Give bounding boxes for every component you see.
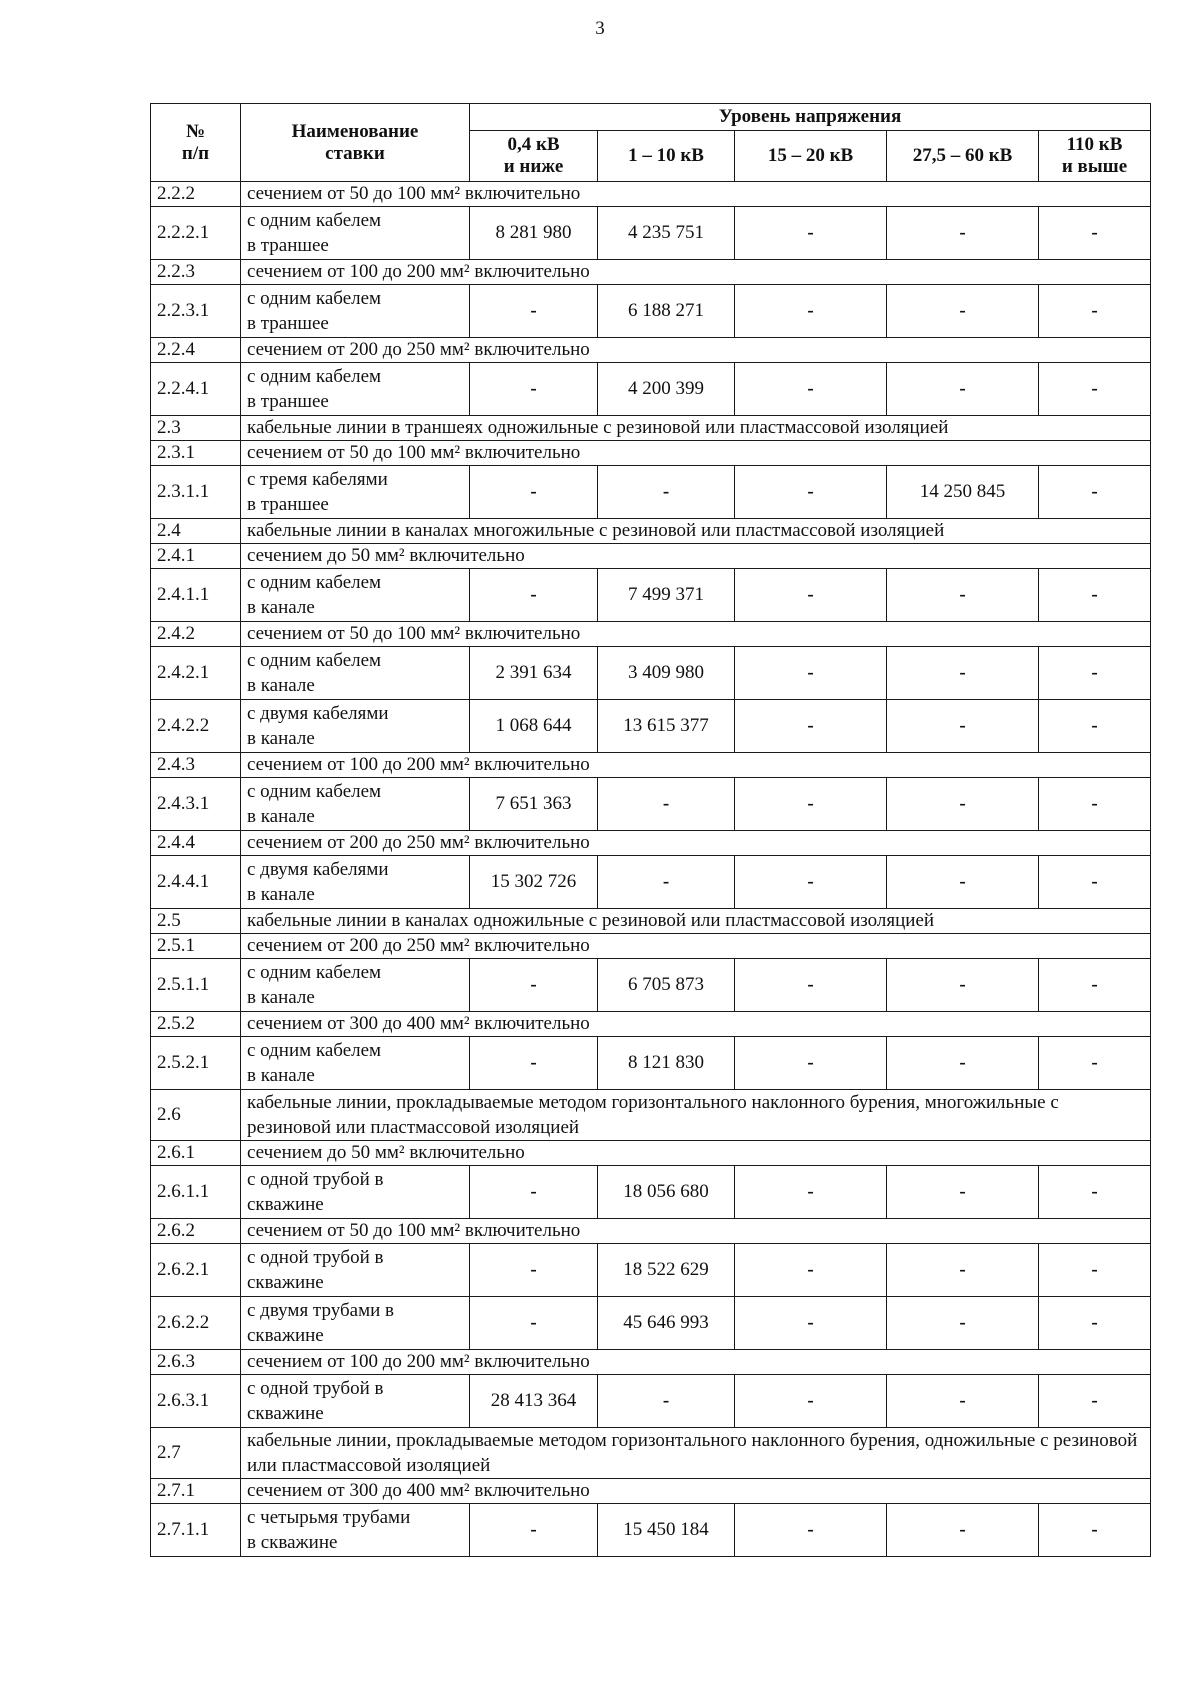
rate-value: -	[1039, 1244, 1151, 1297]
row-number: 2.5.1.1	[151, 959, 241, 1012]
header-level-4	[887, 131, 1039, 182]
section-description: сечением от 200 до 250 мм² включительно	[241, 934, 1151, 959]
rate-value: 7 499 371	[598, 569, 735, 622]
rate-value: 2 391 634	[470, 647, 598, 700]
rate-value: 4 235 751	[598, 207, 735, 260]
header-level-3	[735, 131, 887, 182]
header-level-label: 110 кВ и выше	[1061, 134, 1128, 177]
header-level-label: 0,4 кВ и ниже	[503, 134, 564, 177]
row-number: 2.4.2.2	[151, 700, 241, 753]
rate-value: -	[470, 285, 598, 338]
rate-value: -	[735, 647, 887, 700]
rate-value: -	[470, 1504, 598, 1557]
section-description: сечением от 300 до 400 мм² включительно	[241, 1012, 1151, 1037]
row-number: 2.4.3	[151, 753, 241, 778]
rate-value: -	[735, 1297, 887, 1350]
rate-name: с одним кабелем в канале	[241, 569, 470, 622]
rate-value: -	[735, 1244, 887, 1297]
header-voltage-level	[470, 104, 1151, 131]
header-number-label: № п/п	[181, 120, 210, 164]
section-row	[151, 831, 1151, 856]
row-number: 2.4.2.1	[151, 647, 241, 700]
rate-value: -	[887, 1504, 1039, 1557]
rate-value: -	[887, 1297, 1039, 1350]
rate-value: -	[1039, 959, 1151, 1012]
rate-value: -	[735, 700, 887, 753]
rate-value: -	[887, 569, 1039, 622]
rate-value: -	[735, 959, 887, 1012]
section-row	[151, 1090, 1151, 1141]
section-row	[151, 622, 1151, 647]
rate-value: -	[470, 1166, 598, 1219]
rate-value: -	[470, 1244, 598, 1297]
rate-value: -	[598, 778, 735, 831]
section-description: кабельные линии в каналах одножильные с резиновой или пластмассовой изоляцией	[241, 909, 1151, 934]
row-number: 2.7	[151, 1428, 241, 1479]
rate-value: -	[735, 778, 887, 831]
row-number: 2.6.3.1	[151, 1375, 241, 1428]
row-number: 2.6.3	[151, 1350, 241, 1375]
rate-value: -	[1039, 569, 1151, 622]
rate-value: -	[735, 363, 887, 416]
rate-value: -	[1039, 466, 1151, 519]
row-number: 2.4.1	[151, 544, 241, 569]
header-level-2	[598, 131, 735, 182]
row-number: 2.3.1.1	[151, 466, 241, 519]
section-description: сечением от 300 до 400 мм² включительно	[241, 1479, 1151, 1504]
rate-name: с одним кабелем в траншее	[241, 207, 470, 260]
section-description: сечением от 50 до 100 мм² включительно	[241, 1219, 1151, 1244]
rate-value: -	[470, 959, 598, 1012]
row-number: 2.6	[151, 1090, 241, 1141]
row-number: 2.2.4	[151, 338, 241, 363]
rate-row	[151, 363, 1151, 416]
section-row	[151, 441, 1151, 466]
row-number: 2.4.3.1	[151, 778, 241, 831]
rate-row	[151, 207, 1151, 260]
rate-value: 1 068 644	[470, 700, 598, 753]
header-level-1	[470, 131, 598, 182]
section-description: кабельные линии, прокладываемые методом горизонтального наклонного бурения, одножильные с резиновой или пластмассовой изоляцией	[241, 1428, 1151, 1479]
row-number: 2.2.3	[151, 260, 241, 285]
rate-row	[151, 778, 1151, 831]
rate-value: -	[735, 466, 887, 519]
rate-value: 8 281 980	[470, 207, 598, 260]
section-description: сечением от 100 до 200 мм² включительно	[241, 1350, 1151, 1375]
rate-value: 15 450 184	[598, 1504, 735, 1557]
rate-value: -	[1039, 363, 1151, 416]
rate-value: -	[887, 1037, 1039, 1090]
rate-name: с одним кабелем в канале	[241, 959, 470, 1012]
rate-value: -	[887, 700, 1039, 753]
row-number: 2.4.1.1	[151, 569, 241, 622]
rate-value: -	[1039, 1037, 1151, 1090]
rate-name: с одной трубой в скважине	[241, 1244, 470, 1297]
section-description: сечением от 50 до 100 мм² включительно	[241, 182, 1151, 207]
row-number: 2.4.4	[151, 831, 241, 856]
header-level-label: 1 – 10 кВ	[628, 145, 704, 166]
row-number: 2.2.2	[151, 182, 241, 207]
section-description: сечением от 200 до 250 мм² включительно	[241, 831, 1151, 856]
row-number: 2.3	[151, 416, 241, 441]
rate-value: -	[1039, 700, 1151, 753]
page-number: 3	[595, 18, 605, 39]
rate-value: -	[887, 778, 1039, 831]
row-number: 2.7.1.1	[151, 1504, 241, 1557]
rate-row	[151, 856, 1151, 909]
row-number: 2.3.1	[151, 441, 241, 466]
header-level-label: 27,5 – 60 кВ	[912, 145, 1013, 166]
rate-value: 18 522 629	[598, 1244, 735, 1297]
rate-value: -	[735, 1375, 887, 1428]
rate-value: 3 409 980	[598, 647, 735, 700]
rate-value: -	[470, 466, 598, 519]
rate-value: 15 302 726	[470, 856, 598, 909]
rate-value: 18 056 680	[598, 1166, 735, 1219]
rate-value: 45 646 993	[598, 1297, 735, 1350]
rate-value: -	[598, 1375, 735, 1428]
rate-value: -	[598, 466, 735, 519]
rate-name: с одной трубой в скважине	[241, 1375, 470, 1428]
rate-name: с одним кабелем в траншее	[241, 285, 470, 338]
section-row	[151, 544, 1151, 569]
rate-name: с одним кабелем в канале	[241, 778, 470, 831]
header-level-5	[1039, 131, 1151, 182]
rate-value: 6 188 271	[598, 285, 735, 338]
rate-row	[151, 959, 1151, 1012]
rate-name: с одним кабелем в траншее	[241, 363, 470, 416]
row-number: 2.4.2	[151, 622, 241, 647]
rate-value: -	[470, 1297, 598, 1350]
rate-value: 4 200 399	[598, 363, 735, 416]
rate-value: -	[1039, 1166, 1151, 1219]
rate-value: -	[735, 856, 887, 909]
rate-value: 8 121 830	[598, 1037, 735, 1090]
rate-value: 28 413 364	[470, 1375, 598, 1428]
rate-row	[151, 1166, 1151, 1219]
section-row	[151, 934, 1151, 959]
rate-value: -	[735, 1037, 887, 1090]
rate-name: с четырьмя трубами в скважине	[241, 1504, 470, 1557]
section-row	[151, 1350, 1151, 1375]
rate-value: 13 615 377	[598, 700, 735, 753]
header-number	[151, 104, 241, 182]
section-row	[151, 519, 1151, 544]
rate-value: -	[887, 1244, 1039, 1297]
row-number: 2.2.3.1	[151, 285, 241, 338]
section-description: сечением от 200 до 250 мм² включительно	[241, 338, 1151, 363]
rate-row	[151, 1244, 1151, 1297]
rate-row	[151, 1297, 1151, 1350]
row-number: 2.5.2	[151, 1012, 241, 1037]
header-voltage-level-label: Уровень напряжения	[718, 106, 902, 127]
rate-row	[151, 1037, 1151, 1090]
section-row	[151, 1141, 1151, 1166]
rate-value: -	[735, 285, 887, 338]
rate-value: -	[1039, 285, 1151, 338]
rate-value: -	[735, 1504, 887, 1557]
rate-row	[151, 466, 1151, 519]
rate-value: -	[470, 363, 598, 416]
header-rate-name-label: Наименование ставки	[291, 120, 419, 164]
rate-name: с тремя кабелями в траншее	[241, 466, 470, 519]
row-number: 2.4.4.1	[151, 856, 241, 909]
rate-name: с двумя кабелями в канале	[241, 856, 470, 909]
row-number: 2.4	[151, 519, 241, 544]
rate-value: -	[1039, 207, 1151, 260]
header-level-label: 15 – 20 кВ	[767, 145, 854, 166]
rate-value: -	[1039, 1297, 1151, 1350]
section-row	[151, 260, 1151, 285]
section-row	[151, 182, 1151, 207]
rate-name: с одной трубой в скважине	[241, 1166, 470, 1219]
rate-name: с одним кабелем в канале	[241, 647, 470, 700]
section-row	[151, 1479, 1151, 1504]
section-row	[151, 753, 1151, 778]
row-number: 2.2.2.1	[151, 207, 241, 260]
tariff-rates-table	[150, 103, 1151, 1557]
rate-row	[151, 1375, 1151, 1428]
rate-value: -	[887, 1375, 1039, 1428]
rate-value: -	[1039, 647, 1151, 700]
section-description: кабельные линии, прокладываемые методом горизонтального наклонного бурения, многожильные с резиновой или пластмассовой изоляцией	[241, 1090, 1151, 1141]
section-row	[151, 1012, 1151, 1037]
header-rate-name	[241, 104, 470, 182]
rate-value: -	[1039, 778, 1151, 831]
rate-row	[151, 647, 1151, 700]
row-number: 2.6.2	[151, 1219, 241, 1244]
rate-value: -	[735, 569, 887, 622]
section-row	[151, 416, 1151, 441]
row-number: 2.5.2.1	[151, 1037, 241, 1090]
rate-row	[151, 1504, 1151, 1557]
rate-value: -	[470, 569, 598, 622]
rate-value: -	[1039, 1504, 1151, 1557]
row-number: 2.6.1	[151, 1141, 241, 1166]
rate-row	[151, 569, 1151, 622]
rate-value: -	[887, 363, 1039, 416]
table-header	[151, 104, 1151, 182]
section-description: кабельные линии в каналах многожильные с резиновой или пластмассовой изоляцией	[241, 519, 1151, 544]
rate-row	[151, 700, 1151, 753]
row-number: 2.2.4.1	[151, 363, 241, 416]
row-number: 2.6.2.2	[151, 1297, 241, 1350]
rate-value: -	[887, 647, 1039, 700]
row-number: 2.7.1	[151, 1479, 241, 1504]
rate-value: -	[735, 207, 887, 260]
section-description: кабельные линии в траншеях одножильные с резиновой или пластмассовой изоляцией	[241, 416, 1151, 441]
row-number: 2.5	[151, 909, 241, 934]
row-number: 2.6.1.1	[151, 1166, 241, 1219]
rate-value: 7 651 363	[470, 778, 598, 831]
section-description: сечением от 100 до 200 мм² включительно	[241, 260, 1151, 285]
rate-value: -	[470, 1037, 598, 1090]
rate-name: с двумя трубами в скважине	[241, 1297, 470, 1350]
section-description: сечением до 50 мм² включительно	[241, 544, 1151, 569]
section-row	[151, 909, 1151, 934]
rate-value: -	[1039, 1375, 1151, 1428]
rate-value: -	[887, 959, 1039, 1012]
table-body	[151, 182, 1151, 1557]
rate-value: -	[887, 1166, 1039, 1219]
section-row	[151, 1219, 1151, 1244]
rate-value: -	[735, 1166, 887, 1219]
section-description: сечением от 50 до 100 мм² включительно	[241, 622, 1151, 647]
row-number: 2.5.1	[151, 934, 241, 959]
rate-value: -	[1039, 856, 1151, 909]
section-row	[151, 338, 1151, 363]
section-description: сечением от 50 до 100 мм² включительно	[241, 441, 1151, 466]
rate-value: 6 705 873	[598, 959, 735, 1012]
rate-value: 14 250 845	[887, 466, 1039, 519]
rate-value: -	[887, 285, 1039, 338]
rate-name: с одним кабелем в канале	[241, 1037, 470, 1090]
rate-value: -	[887, 207, 1039, 260]
rate-value: -	[598, 856, 735, 909]
rate-value: -	[887, 856, 1039, 909]
rate-name: с двумя кабелями в канале	[241, 700, 470, 753]
section-description: сечением до 50 мм² включительно	[241, 1141, 1151, 1166]
rate-row	[151, 285, 1151, 338]
section-row	[151, 1428, 1151, 1479]
row-number: 2.6.2.1	[151, 1244, 241, 1297]
section-description: сечением от 100 до 200 мм² включительно	[241, 753, 1151, 778]
